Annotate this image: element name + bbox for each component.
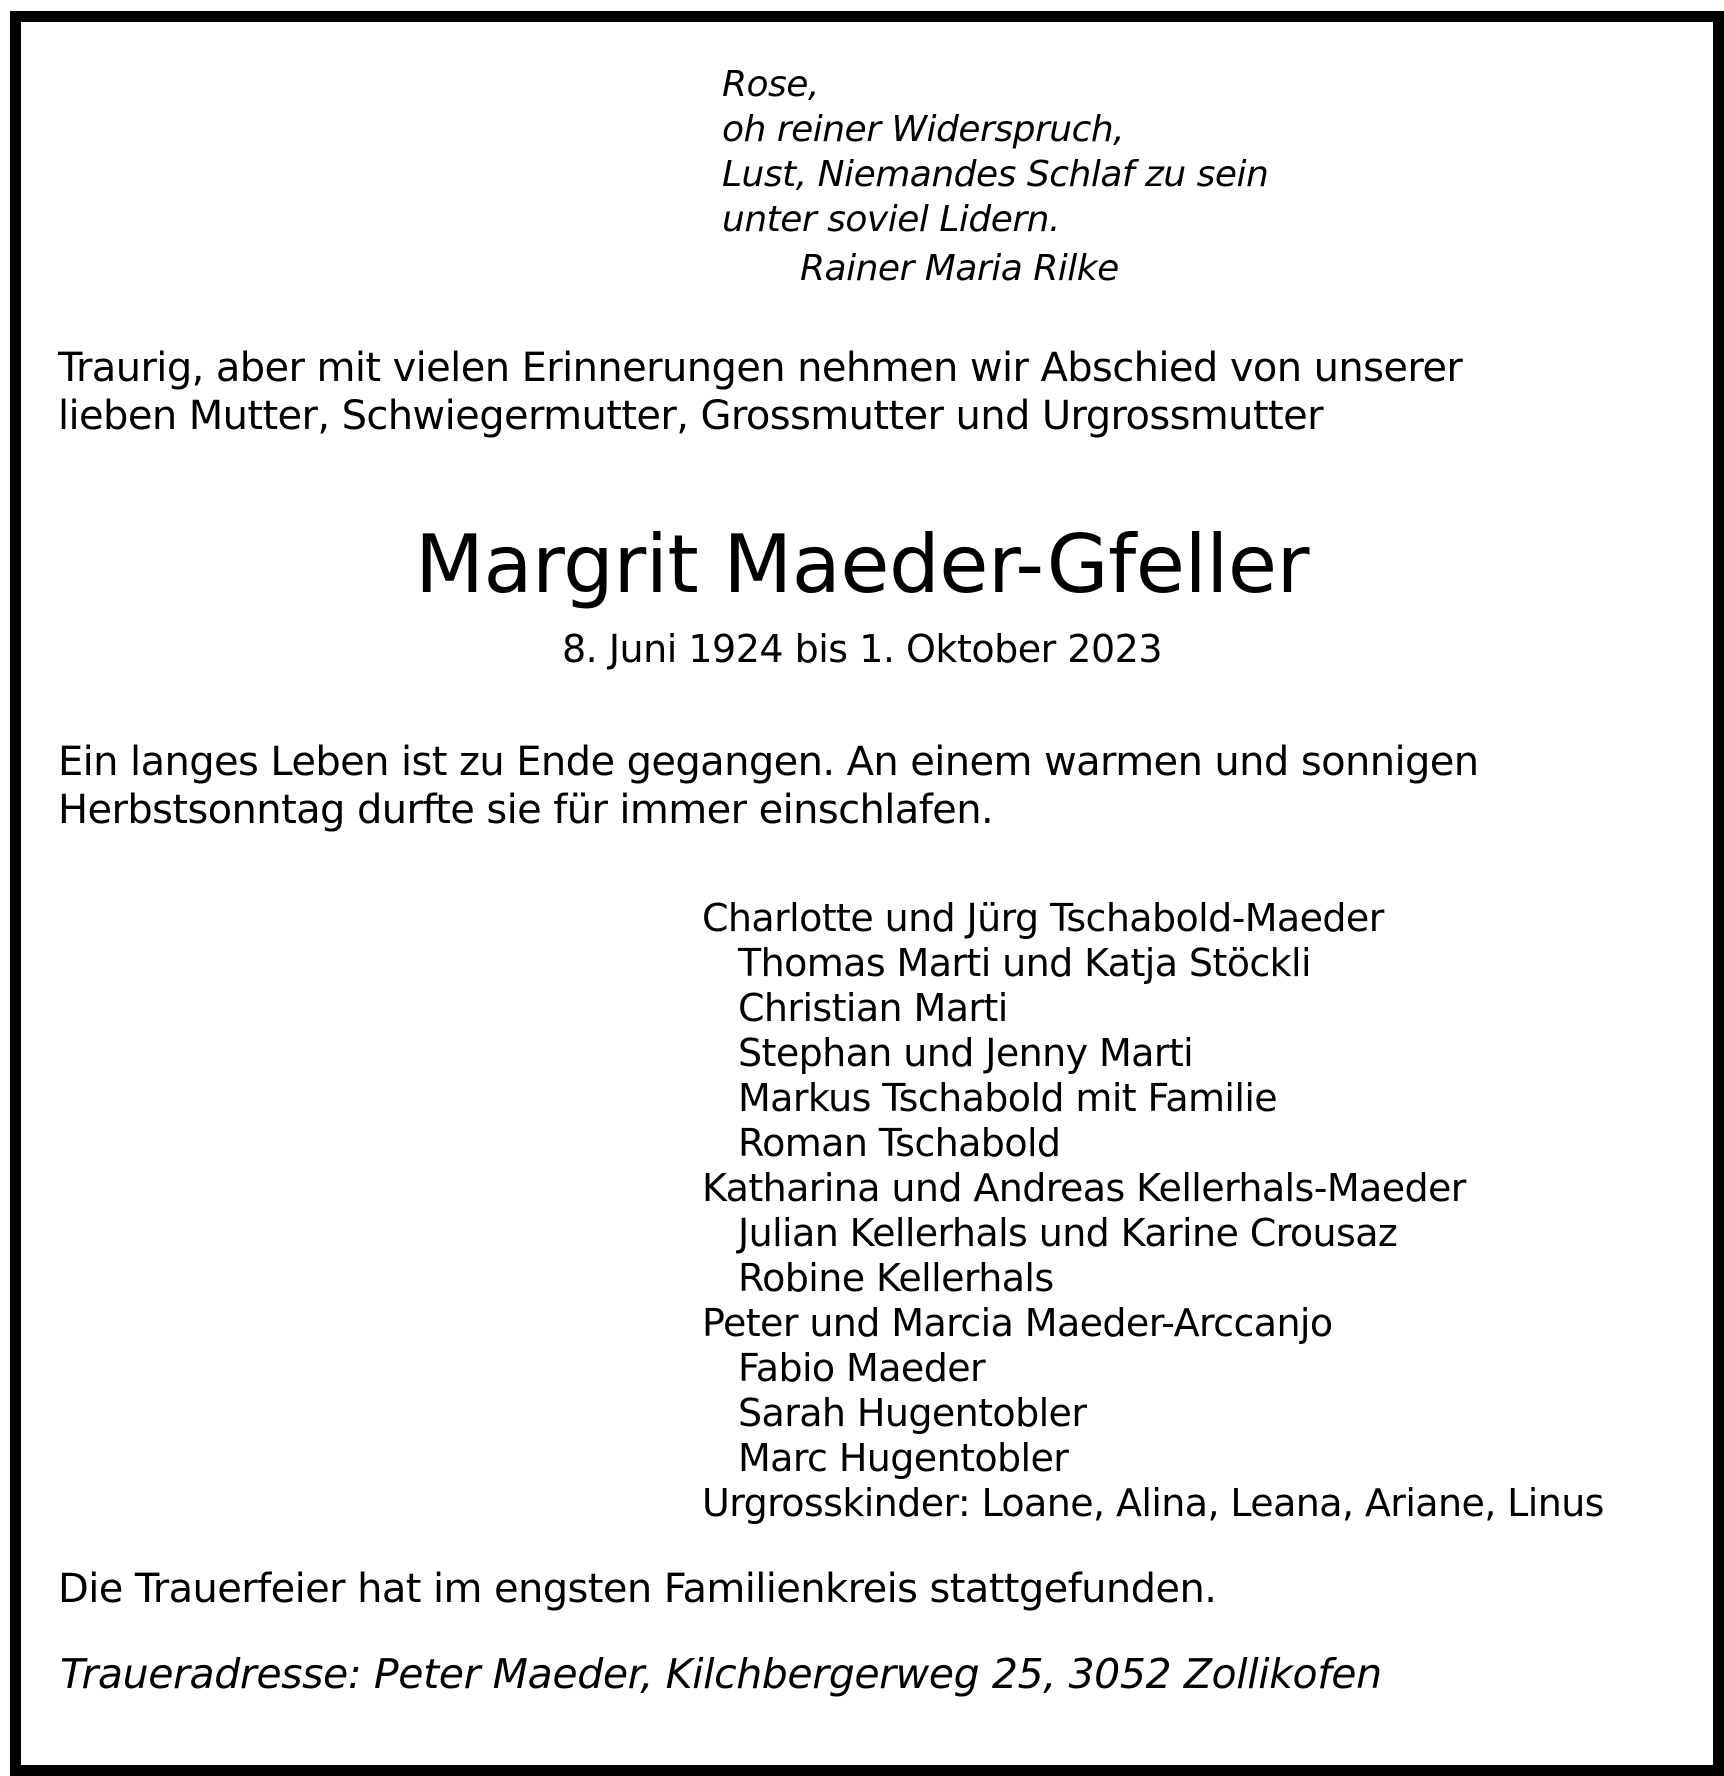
poem-line: oh reiner Widerspruch,: [722, 109, 1125, 150]
mourner-entry: Urgrosskinder: Loane, Alina, Leana, Ariane, Linus: [702, 1481, 1604, 1525]
mourner-entry: Christian Marti: [738, 986, 1008, 1030]
deceased-name: Margrit Maeder-Gfeller: [415, 518, 1309, 611]
intro-text: [58, 344, 1462, 440]
mourner-entry: Sarah Hugentobler: [738, 1391, 1087, 1435]
mourner-entry: Thomas Marti und Katja Stöckli: [738, 941, 1311, 985]
mourner-entry: Charlotte und Jürg Tschabold-Maeder: [702, 896, 1384, 940]
mourner-entry: Julian Kellerhals und Karine Crousaz: [738, 1211, 1398, 1255]
poem: [722, 62, 1268, 242]
closing-line: Ein langes Leben ist zu Ende gegangen. An einem warmen und sonnigen: [58, 739, 1479, 785]
poem-line: Rose,: [722, 64, 819, 105]
mourning-address: Traueradresse: Peter Maeder, Kilchbergerweg 25, 3052 Zollikofen: [60, 1650, 1382, 1698]
mourners-list: [702, 896, 1604, 1526]
mourner-entry: Stephan und Jenny Marti: [738, 1031, 1194, 1075]
mourner-entry: Peter und Marcia Maeder-Arccanjo: [702, 1301, 1333, 1345]
poem-line: Lust, Niemandes Schlaf zu sein: [722, 154, 1269, 195]
closing-text: [58, 738, 1479, 834]
intro-line: Traurig, aber mit vielen Erinnerungen nehmen wir Abschied von unserer: [58, 345, 1463, 391]
mourner-entry: Markus Tschabold mit Familie: [738, 1076, 1278, 1120]
mourner-entry: Katharina und Andreas Kellerhals-Maeder: [702, 1166, 1466, 1210]
mourner-entry: Roman Tschabold: [738, 1121, 1061, 1165]
life-dates: 8. Juni 1924 bis 1. Oktober 2023: [562, 627, 1162, 671]
mourner-entry: Fabio Maeder: [738, 1346, 986, 1390]
closing-line: Herbstsonntag durfte sie für immer einschlafen.: [58, 787, 994, 833]
mourner-entry: Marc Hugentobler: [738, 1436, 1069, 1480]
poem-line: unter soviel Lidern.: [722, 199, 1060, 240]
poem-author: Rainer Maria Rilke: [800, 248, 1119, 289]
intro-line: lieben Mutter, Schwiegermutter, Grossmutter und Urgrossmutter: [58, 393, 1323, 439]
ceremony-note: Die Trauerfeier hat im engsten Familienkreis stattgefunden.: [58, 1566, 1217, 1612]
mourner-entry: Robine Kellerhals: [738, 1256, 1054, 1300]
